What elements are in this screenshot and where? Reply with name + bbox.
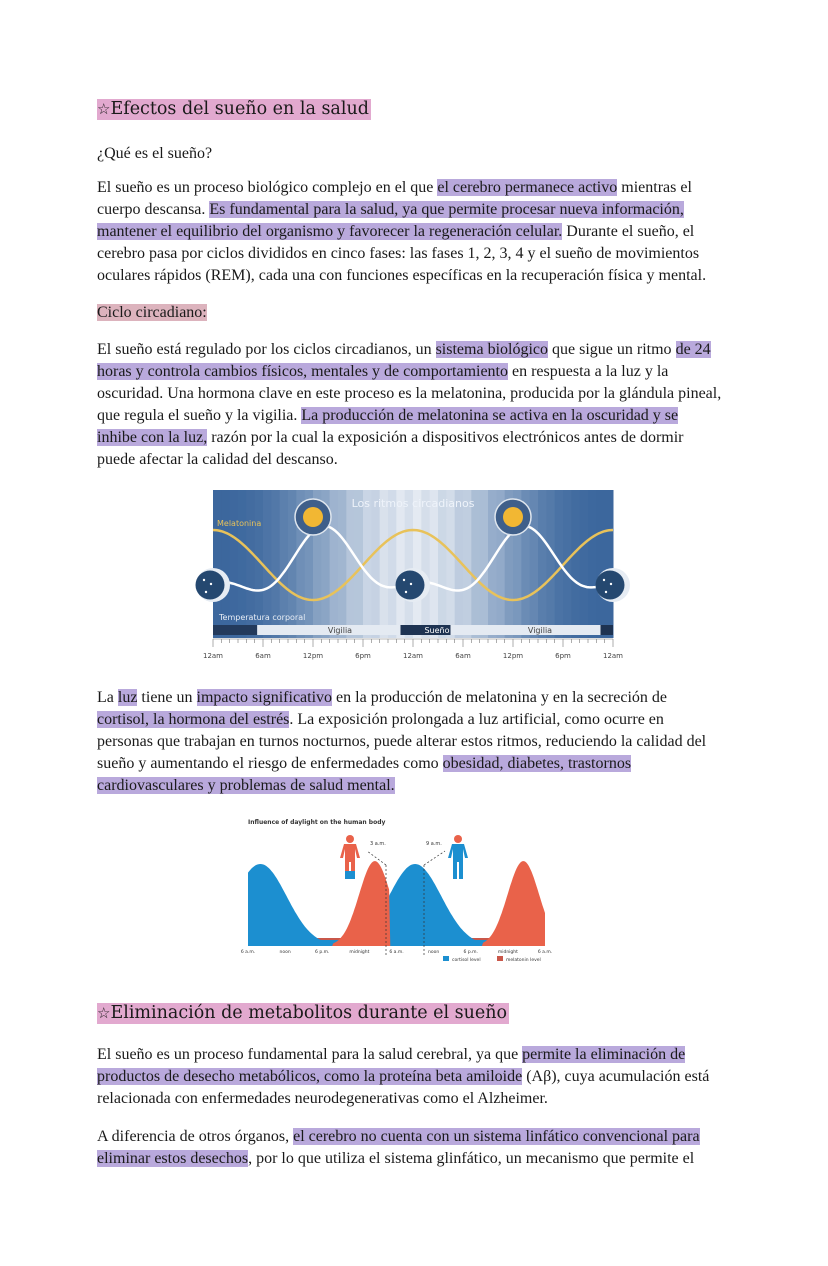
moon-icon (196, 568, 231, 602)
figure-title: Los ritmos circadianos (351, 497, 475, 510)
bar-label-vigilia: Vigilia (327, 626, 353, 635)
sky-stripe (546, 490, 555, 638)
melatonin-label: Melatonina (217, 519, 262, 528)
sky-stripe (430, 490, 439, 638)
sky-stripe (480, 490, 489, 638)
text-segment: que sigue un ritmo (548, 341, 676, 358)
sky-stripe (396, 490, 405, 638)
star-icon: ☆ (97, 1004, 111, 1022)
paragraph-metabolites (97, 1044, 722, 1110)
highlighted-text: el cerebro permanece activo (437, 179, 618, 196)
axis-tick-label: 6 a.m. (240, 950, 256, 955)
highlighted-text: obesidad, diabetes, trastornos cardiovasculares y problemas de salud mental. (97, 755, 632, 794)
axis-tick-label: midnight (497, 950, 518, 955)
highlighted-text: cortisol, la hormona del estrés (97, 711, 290, 728)
sky-stripe (446, 490, 455, 638)
axis-tick-label: 12am (602, 652, 624, 660)
sky-stripe (438, 490, 447, 638)
highlighted-text: Es fundamental para la salud, ya que permite procesar nueva información, mantener el equilibrio del organismo y favorecer la regeneración celular. (97, 201, 684, 240)
axis-tick-label: midnight (349, 950, 370, 955)
subheading-text: Ciclo circadiano: (97, 304, 207, 321)
daylight-influence-figure (240, 813, 565, 968)
text-segment: Durante el sueño, el cerebro pasa por ciclos divididos en cinco fases: las fases 1, 2, 3, 4 y el sueño de movimientos oculares rápidos (REM), cada una con funciones específicas en la recuperación física y mental. (97, 223, 707, 284)
text-segment: A diferencia de otros órganos, (97, 1128, 294, 1145)
sky-stripe (605, 490, 614, 638)
text-segment: en respuesta a la luz y la oscuridad. Una hormona clave en este proceso es la melatonina, producida por la glándula pineal, que regula el sueño y la vigilia. (97, 363, 722, 424)
marker-label-9am: 9 a.m. (426, 841, 442, 847)
paragraph-glymphatic (97, 1126, 722, 1170)
paragraph-light (97, 687, 722, 797)
bar-label-sueno: Sueño (424, 626, 450, 635)
axis-tick-label: 6 p.m. (315, 950, 330, 955)
highlighted-text: impacto significativo (196, 689, 333, 706)
highlighted-text: de 24 horas y controla cambios físicos, mentales y de comportamiento (97, 341, 711, 380)
legend-swatch-cortisol (443, 956, 449, 961)
sky-stripe (471, 490, 480, 638)
sky-stripe (413, 490, 422, 638)
axis-tick-label: 12pm (302, 652, 324, 660)
axis-tick-label: 6 a.m. (389, 950, 404, 955)
figure-title: Influence of daylight on the human body (248, 819, 386, 826)
axis-tick-label: 6am (255, 652, 271, 660)
highlighted-text: sistema biológico (435, 341, 549, 358)
axis-tick-label: noon (279, 950, 291, 955)
sky-stripe (388, 490, 397, 638)
sky-stripe (338, 490, 347, 638)
sky-stripe (596, 490, 605, 638)
text-segment: en la producción de melatonina y en la secreción de (332, 689, 668, 706)
axis-tick-label: 6pm (355, 652, 371, 660)
text-segment: El sueño está regulado por los ciclos circadianos, un (97, 341, 436, 358)
axis-tick-label: 12am (402, 652, 424, 660)
text-segment: mientras el cuerpo descansa. (97, 179, 692, 218)
sleep-wake-segment (451, 625, 601, 635)
highlighted-text: luz (117, 689, 138, 706)
section-heading-effects (97, 97, 737, 121)
axis-tick-label: 12pm (502, 652, 524, 660)
legend-label-cortisol: cortisol level (452, 958, 481, 963)
person-icon-day (448, 835, 468, 879)
sky-stripe (405, 490, 414, 638)
sun-icon (295, 499, 331, 535)
marker-label-3am: 3 a.m. (370, 841, 386, 847)
legend-swatch-melatonin (497, 956, 503, 961)
temperature-label: Temperatura corporal (219, 613, 306, 622)
heading-text: Efectos del sueño en la salud (110, 99, 369, 119)
question: ¿Qué es el sueño? (97, 145, 213, 162)
person-icon-night (340, 835, 360, 879)
sky-stripe (421, 490, 430, 638)
sky-stripe (588, 490, 597, 638)
text-segment: El sueño es un proceso biológico complejo en el que (97, 179, 438, 196)
legend-label-melatonin: melatonin level (506, 958, 541, 963)
sky-stripe (463, 490, 472, 638)
circadian-rhythm-figure (195, 488, 635, 663)
text-segment: La (97, 689, 118, 706)
sun-icon (495, 499, 531, 535)
paragraph-circadian (97, 339, 722, 471)
highlighted-text: el cerebro no cuenta con un sistema linfático convencional para eliminar estos desechos (97, 1128, 700, 1167)
bar-label-vigilia: Vigilia (527, 626, 553, 635)
text-segment: , por lo que utiliza el sistema glinfático, un mecanismo que permite el (248, 1150, 695, 1167)
text-segment: . La exposición prolongada a luz artificial, como ocurre en personas que trabajan en turnos nocturnos, puede alterar estos ritmos, reduciendo la calidad del sueño y aumentando el riesgo de enfermedades como (97, 711, 707, 772)
axis-tick-label: 6 p.m. (463, 950, 478, 955)
subheading-circadian (97, 302, 737, 324)
sky-stripe (346, 490, 355, 638)
sky-stripe (571, 490, 580, 638)
highlighted-text: permite la eliminación de productos de desecho metabólicos, como la proteína beta amiloide (97, 1046, 686, 1085)
axis-tick-label: 6am (455, 652, 471, 660)
sky-stripe (380, 490, 389, 638)
paragraph-sleep-definition (97, 177, 722, 287)
axis-tick-label: 12am (202, 652, 224, 660)
axis-tick-label: 6pm (555, 652, 571, 660)
text-segment: tiene un (137, 689, 197, 706)
heading-text: Eliminación de metabolitos durante el sueño (110, 1003, 508, 1023)
text-segment: razón por la cual la exposición a dispositivos electrónicos antes de dormir puede afectar la calidad del descanso. (97, 429, 684, 468)
star-icon: ☆ (97, 100, 111, 118)
highlighted-text: La producción de melatonina se activa en la oscuridad y se inhibe con la luz, (97, 407, 679, 446)
text-segment: El sueño es un proceso fundamental para la salud cerebral, ya que (97, 1046, 523, 1063)
axis-tick-label: 6 a.m. (537, 950, 553, 955)
section-heading-metabolites (97, 1001, 737, 1025)
sky-stripe (580, 490, 589, 638)
axis-tick-label: noon (428, 950, 440, 955)
sleep-wake-segment (213, 625, 257, 635)
sky-stripe (371, 490, 380, 638)
text-segment: (Aβ), cuya acumulación está relacionada con enfermedades neurodegenerativas como el Alzheimer. (97, 1068, 710, 1107)
sleep-wake-segment (601, 625, 614, 635)
sky-stripe (538, 490, 547, 638)
